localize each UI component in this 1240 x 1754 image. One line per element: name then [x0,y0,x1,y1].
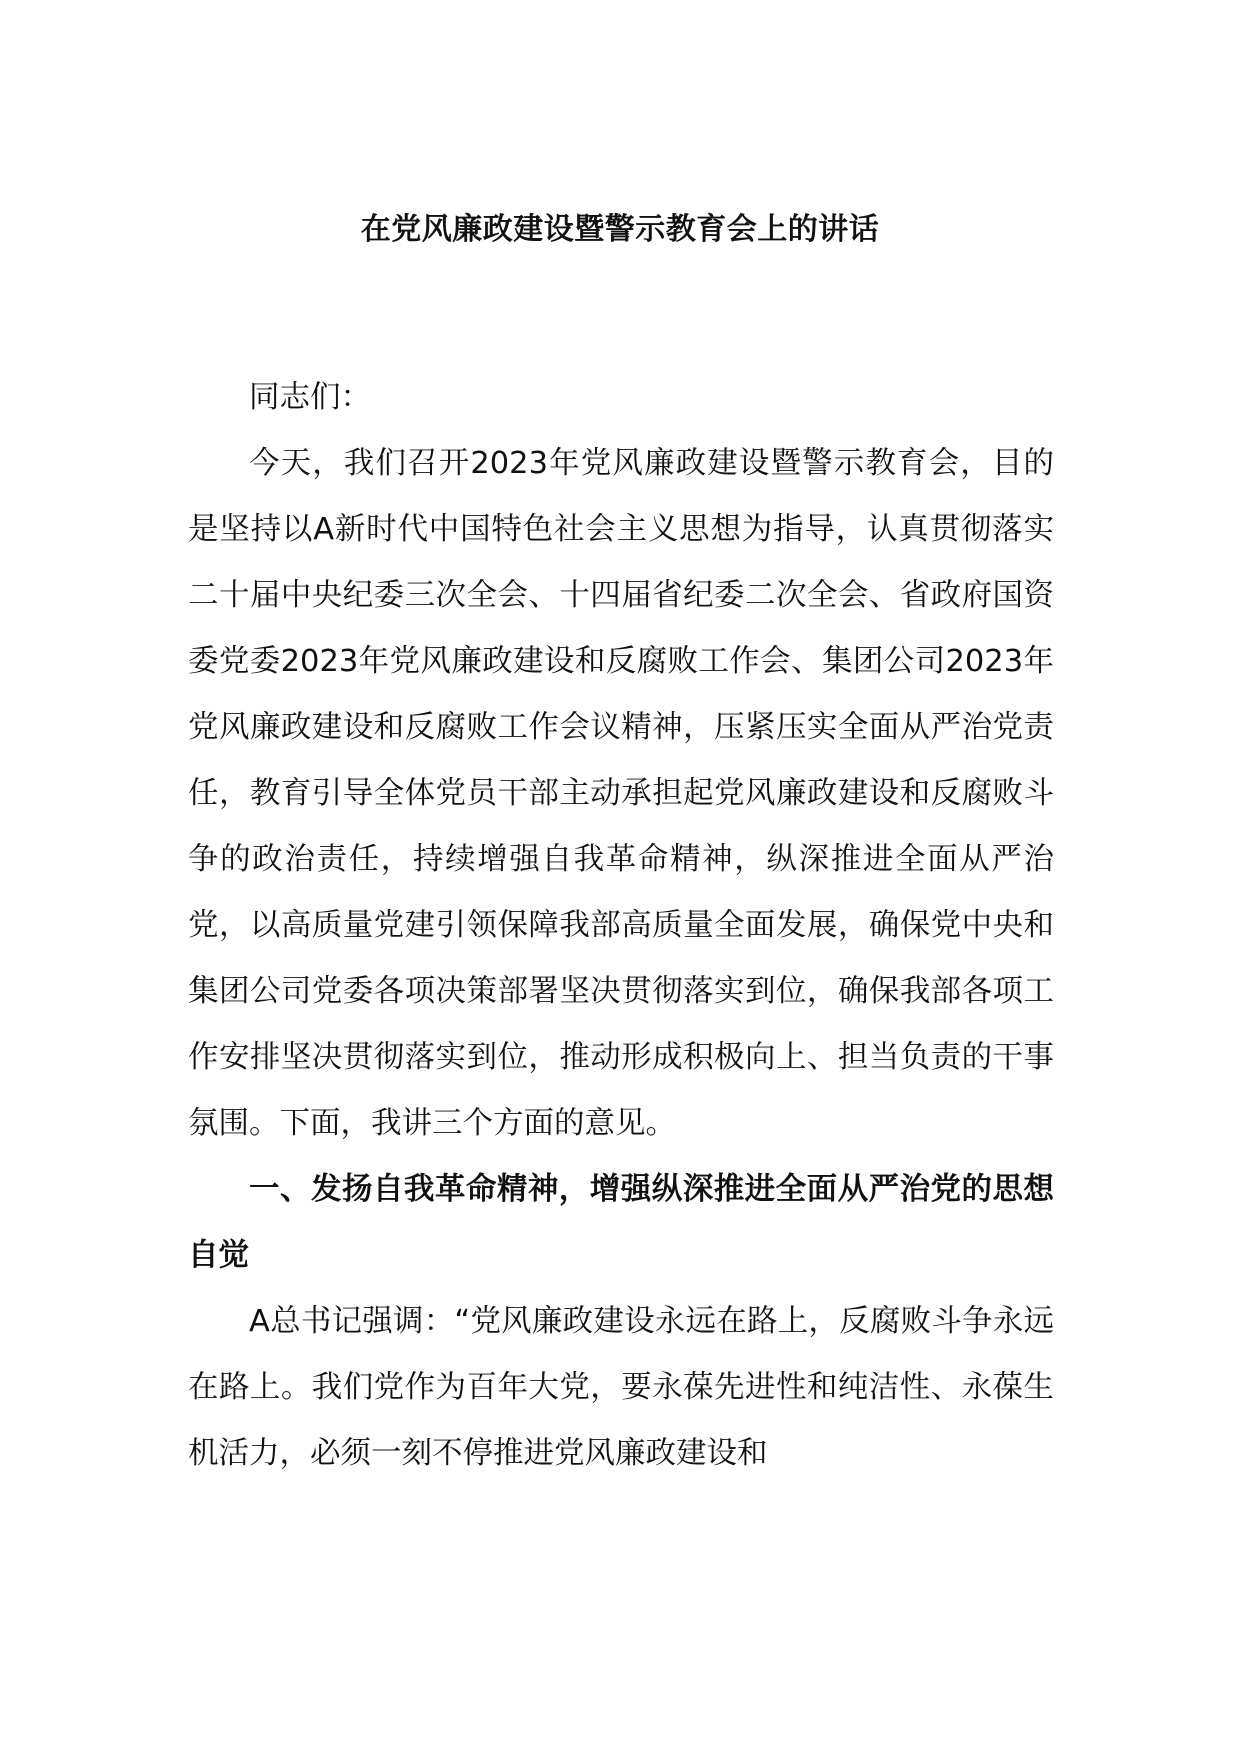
intro-paragraph: 今天，我们召开2023年党风廉政建设暨警示教育会，目的是坚持以A新时代中国特色社会主义思想为指导，认真贯彻落实二十届中央纪委三次全会、十四届省纪委二次全会、省政府国资委党委2023年党风廉政建设和反腐败工作会、集团公司2023年党风廉政建设和反腐败工作会议精神，压紧压实全面从严治党责任，教育引导全体党员干部主动承担起党风廉政建设和反腐败斗争的政治责任，持续增强自我革命精神，纵深推进全面从严治党，以高质量党建引领保障我部高质量全面发展，确保党中央和集团公司党委各项决策部署坚决贯彻落实到位，确保我部各项工作安排坚决贯彻落实到位，推动形成积极向上、担当负责的干事氛围。下面，我讲三个方面的意见。 [188,446,1054,1141]
section-1-paragraph: A总书记强调：“党风廉政建设永远在路上，反腐败斗争永远在路上。我们党作为百年大党，要永葆先进性和纯洁性、永葆生机活力，必须一刻不停推进党风廉政建设和 [188,1304,1054,1471]
document-title: 在党风廉政建设暨警示教育会上的讲话 [360,212,880,247]
salutation: 同志们： [249,380,371,415]
document-body [188,365,1054,1487]
section-heading-1: 一、发扬自我革命精神，增强纵深推进全面从严治党的思想自觉 [188,1172,1054,1273]
